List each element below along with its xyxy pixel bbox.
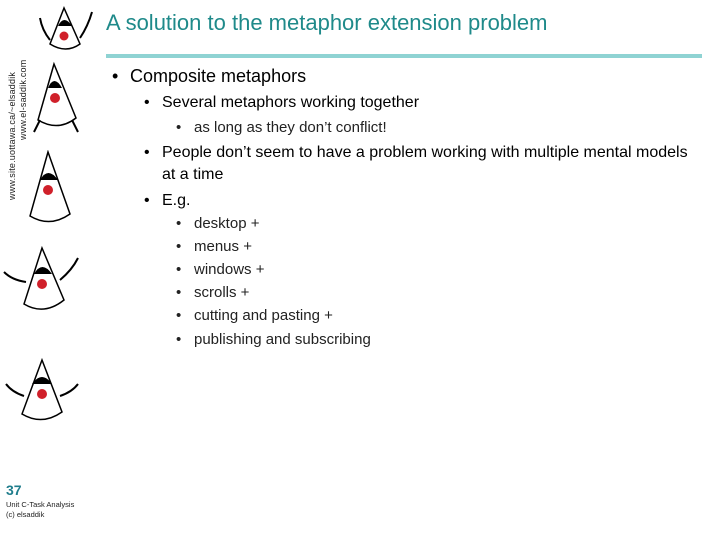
- bullet-level2-multiline: • People don’t seem to have a problem working with multiple mental models at a time: [144, 142, 704, 186]
- bullet-dot-icon: •: [144, 144, 150, 161]
- bullet-level3: • desktop +: [176, 215, 260, 232]
- bullet-dot-icon: •: [176, 119, 182, 136]
- bullet-dot-icon: •: [176, 331, 182, 348]
- bullet-dot-icon: •: [176, 284, 182, 301]
- mascot-pointing-icon: [2, 238, 82, 318]
- page-number: 37: [6, 482, 22, 498]
- bullet-dot-icon: •: [176, 261, 182, 278]
- mascot-standing-icon: [32, 60, 82, 135]
- footer-text: [6, 500, 74, 520]
- footer-line-unit: Unit C-Task Analysis: [6, 500, 75, 509]
- mascot-waving-icon: [36, 4, 96, 56]
- bullet-level2: • Several metaphors working together: [144, 94, 420, 111]
- bullet-level3: • as long as they don’t conflict!: [176, 119, 387, 136]
- slide-title: A solution to the metaphor extension problem: [106, 10, 548, 35]
- bullet-level2: • E.g.: [144, 192, 191, 209]
- bullet-dot-icon: •: [176, 238, 182, 255]
- mascot-arms-out-icon: [4, 356, 80, 426]
- bullet-level1: • Composite metaphors: [112, 66, 307, 86]
- bullet-level3: • cutting and pasting +: [176, 307, 333, 324]
- footer-line-copyright: (c) elsaddik: [6, 510, 45, 519]
- bullet-level3: • windows +: [176, 261, 265, 278]
- title-underline: [106, 54, 702, 58]
- bullet-level3: • scrolls +: [176, 284, 250, 301]
- bullet-level3: • publishing and subscribing: [176, 331, 371, 348]
- vertical-url-uottawa: www.site.uottawa.ca/~elsaddik: [7, 71, 17, 200]
- bullet-dot-icon: •: [144, 192, 150, 209]
- bullet-dot-icon: •: [112, 66, 119, 86]
- bullet-dot-icon: •: [176, 307, 182, 324]
- bullet-dot-icon: •: [176, 215, 182, 232]
- mascot-plain-icon: [26, 150, 74, 230]
- vertical-url-elsaddik: www.el-saddik.com: [18, 59, 28, 140]
- bullet-dot-icon: •: [144, 94, 150, 111]
- bullet-level3: • menus +: [176, 238, 252, 255]
